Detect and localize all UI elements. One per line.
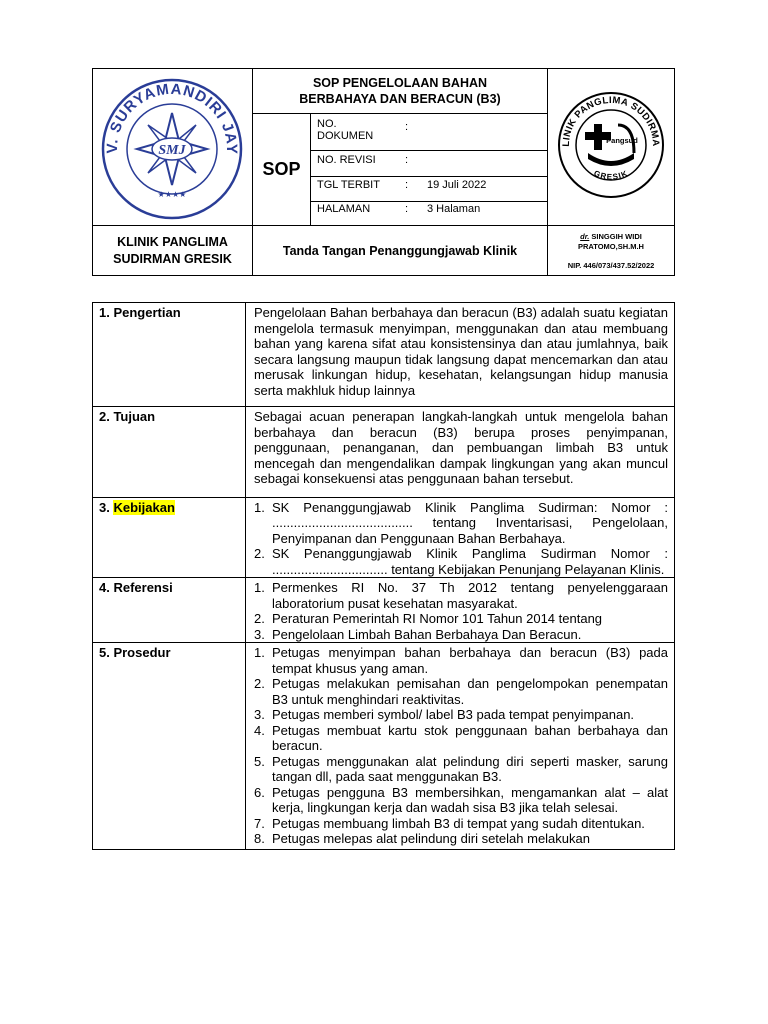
row-label: HALAMAN	[317, 203, 371, 215]
section-text: Sebagai acuan penerapan langkah-langkah untuk mengelola bahan berbahaya dan beracun (B3) berupa proses penyimpanan, penggunaan, penanganan, dan pembuangan limbah B3 untuk mencegah dan mengendalikan dampak lingkungan yang akan muncul sebagai konsekuensi atas penggunaan bahan tersebut.	[246, 407, 675, 498]
section-number: 3.	[99, 499, 110, 515]
row-colon: :	[405, 154, 409, 166]
section-list	[246, 578, 675, 643]
doctor-prefix: dr.	[580, 232, 590, 241]
logo-left-arc-text: V. SURYAMANDIRI JAY	[103, 80, 241, 154]
row-colon: :	[405, 203, 409, 215]
sop-title-line1: SOP PENGELOLAAN BAHAN	[312, 76, 488, 90]
row-no-revisi	[311, 151, 548, 177]
list-item: 2. Peraturan Pemerintah RI Nomor 101 Tahun 2014 tentang	[254, 611, 603, 626]
list-item: 1. Petugas menyimpan bahan berbahaya dan beracun (B3) pada tempat khusus yang aman.	[254, 645, 668, 676]
doctor-name-line2: PRATOMO,SH.M.H	[578, 242, 644, 251]
section-tujuan	[93, 407, 675, 498]
sop-title	[253, 69, 548, 114]
row-halaman	[311, 202, 548, 226]
list-item: 2. Petugas melakukan pemisahan dan pengelompokan penempatan B3 untuk menghindari reaktivitas.	[254, 676, 668, 707]
row-value: 3 Halaman	[427, 203, 481, 215]
section-label: 4. Referensi	[93, 578, 246, 643]
logo-left-stars: ★★★★	[157, 190, 187, 199]
sop-content-table	[92, 302, 675, 850]
list-item: 7. Petugas membuang limbah B3 di tempat yang sudah ditentukan.	[254, 815, 645, 831]
signature-label: Tanda Tangan Penanggungjawab Klinik	[253, 226, 548, 275]
row-no-dokumen	[311, 114, 548, 151]
doctor-nip: NIP. 446/073/437.52/2022	[567, 261, 655, 270]
section-label: 1. Pengertian	[93, 303, 246, 407]
section-pengertian	[93, 303, 675, 407]
row-colon: :	[405, 179, 409, 191]
row-label: NO. DOKUMEN	[317, 118, 374, 142]
clinic-name	[93, 226, 253, 275]
row-label: NO. REVISI	[317, 154, 376, 166]
list-item: 6. Petugas pengguna B3 membersihkan, mengamankan alat – alat kerja, lingkungan kerja dan wadah sisa B3 jika telah selesai.	[254, 784, 668, 815]
list-item: 3. Pengelolaan Limbah Bahan Berbahaya Dan Beracun.	[254, 626, 582, 642]
section-kebijakan	[93, 497, 675, 578]
section-referensi	[93, 578, 675, 643]
doctor-name-line1: SINGGIH WIDI	[591, 232, 642, 241]
list-item: 1. Permenkes RI No. 37 Th 2012 tentang penyelenggaraan laboratorium pusat kesehatan masyarakat.	[254, 580, 668, 611]
list-item: 8. Petugas melepas alat pelindung diri setelah melakukan	[254, 831, 590, 846]
logo-right-arc-text: LINIK PANGLIMA SUDIRMA	[560, 94, 662, 147]
list-item: 5. Petugas menggunakan alat pelindung diri seperti masker, sarung tangan dll, pada saat menggunakan B3.	[254, 753, 668, 784]
list-item: 2. SK Penanggungjawab Klinik Panglima Sudirman Nomor : ................................ tentang Kebijakan Penunjang Pelayanan Klinis.	[254, 546, 668, 577]
logo-right-bottom-text: GRESIK	[592, 168, 630, 182]
clinic-logo-cell	[548, 69, 674, 226]
list-item: 3. Petugas memberi symbol/ label B3 pada tempat penyimpanan.	[254, 707, 635, 722]
doctor-signature-block	[548, 226, 674, 275]
list-item: 1. SK Penanggungjawab Klinik Panglima Sudirman: Nomor : ....................................... tentang Inventarisasi, Pengelolaan, Penyimpanan dan Penggunaan Bahan Berbahaya.	[254, 499, 668, 546]
list-item: 4. Petugas membuat kartu stok penggunaan bahan berbahaya dan beracun.	[254, 722, 668, 753]
row-value: 19 Juli 2022	[427, 179, 487, 191]
section-list	[246, 643, 675, 850]
cv-suryamandiri-jaya-logo	[93, 69, 251, 224]
clinic-name-line2: SUDIRMAN GRESIK	[113, 251, 232, 266]
section-text: Pengelolaan Bahan berbahaya dan beracun (B3) adalah suatu kegiatan mengelola termasuk menyimpan, menggunakan dan atau membuang bahan yang karena sifat atau konsistensinya dan atau jumlahnya, baik secara langsung maupun tidak langsung dapat mencemarkan dan atau merusak linkungan hidup, kesehatan, kelangsungan hidup manusia serta makhluk hidup lainnya	[246, 303, 675, 407]
sop-title-line2: BERBAHAYA DAN BERACUN (B3)	[299, 92, 501, 106]
section-prosedur	[93, 643, 675, 850]
clinic-name-line1: KLINIK PANGLIMA	[117, 234, 228, 249]
section-list	[246, 497, 675, 578]
company-logo-cell	[93, 69, 253, 226]
highlighted-label: Kebijakan	[113, 499, 175, 515]
section-label: 5. Prosedur	[93, 643, 246, 850]
section-label	[93, 497, 246, 578]
sop-label: SOP	[253, 114, 311, 226]
logo-right-center-text: Pangsud	[606, 136, 638, 145]
document-header	[92, 68, 675, 276]
row-tgl-terbit	[311, 177, 548, 202]
section-label: 2. Tujuan	[93, 407, 246, 498]
logo-left-center-text: SMJ	[158, 143, 186, 158]
svg-text:GRESIK	[593, 169, 630, 182]
row-colon: :	[405, 121, 409, 133]
klinik-panglima-sudirman-logo	[548, 69, 674, 224]
row-label: TGL TERBIT	[317, 179, 380, 191]
